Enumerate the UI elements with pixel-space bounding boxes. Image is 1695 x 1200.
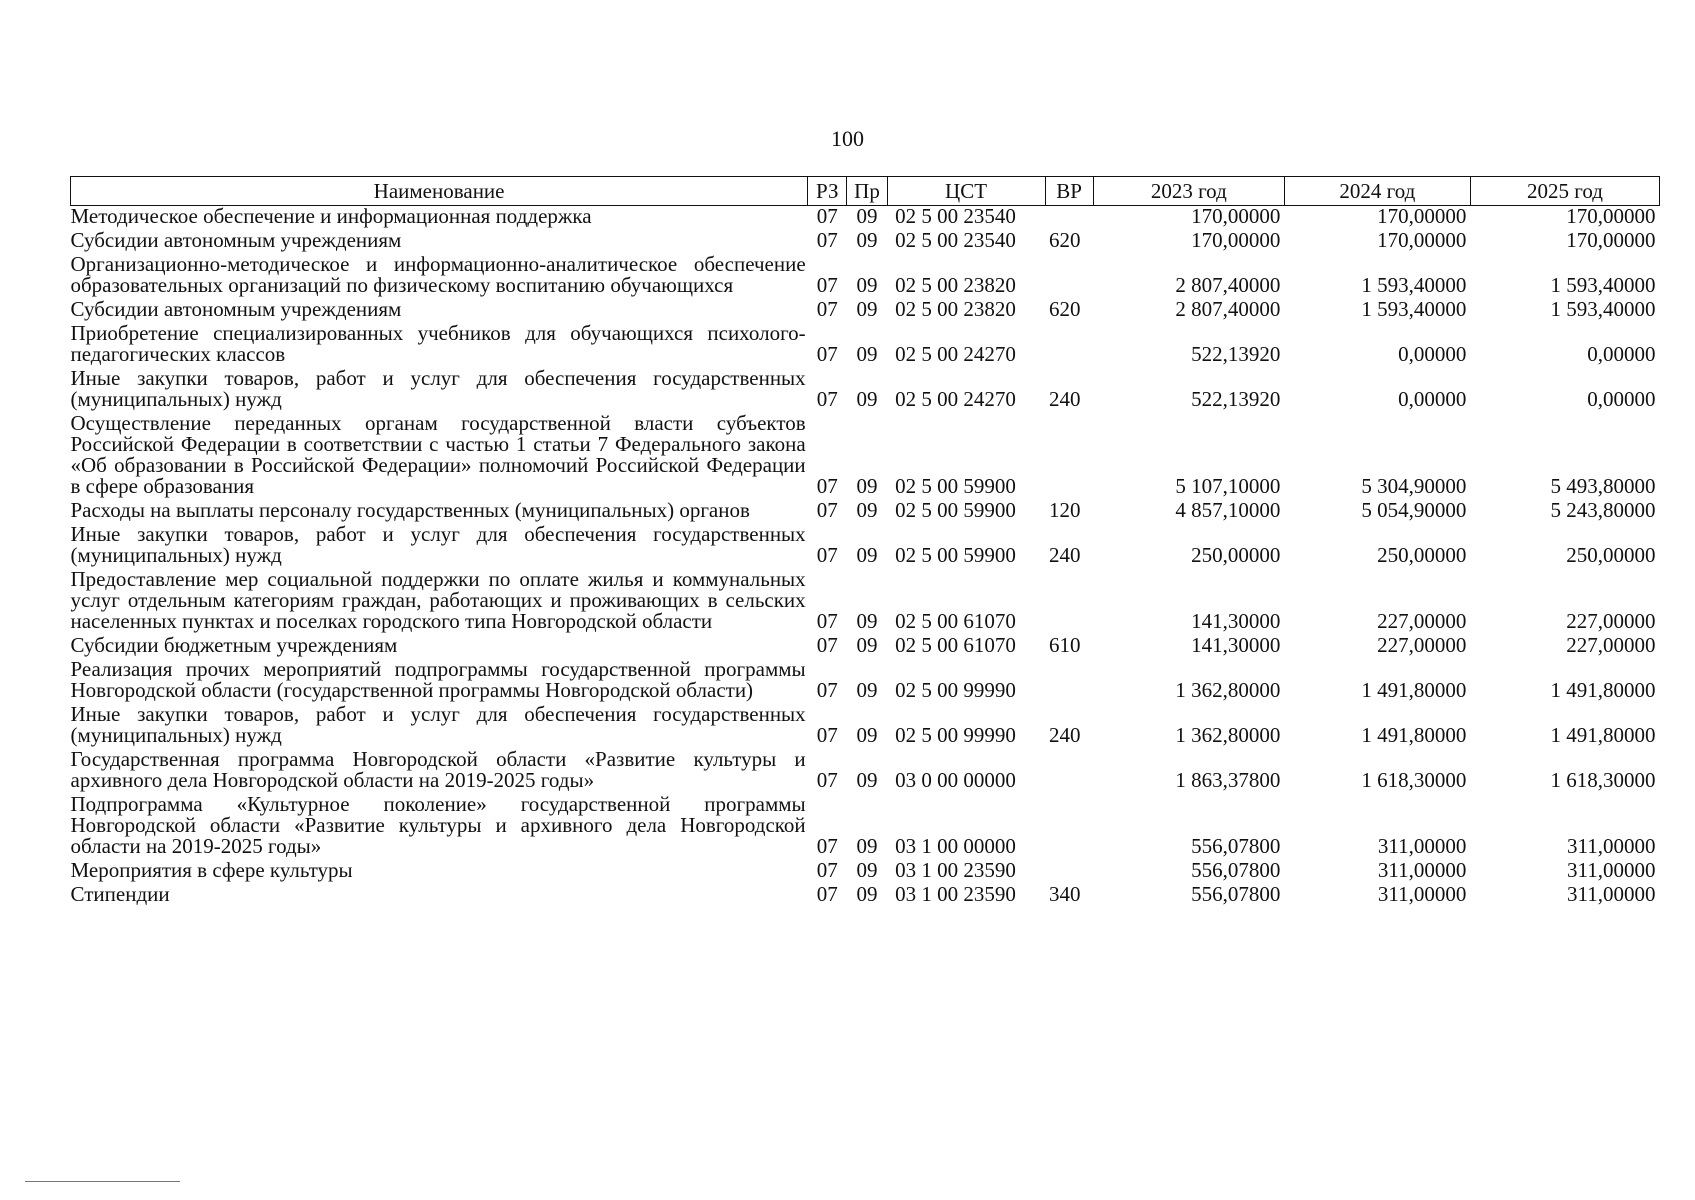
table-row — [71, 659, 1660, 704]
table-row — [71, 254, 1660, 299]
cell-vr: 620 — [1049, 228, 1081, 252]
cell-pr: 09 — [856, 768, 878, 792]
cell-2025: 1 593,40000 — [1550, 297, 1656, 321]
cell-2023: 1 362,80000 — [1175, 723, 1281, 747]
cell-rz: 07 — [816, 387, 838, 411]
cell-2023: 141,30000 — [1191, 633, 1281, 657]
cell-vr: 120 — [1049, 498, 1081, 522]
table-row — [71, 524, 1660, 569]
table-row — [71, 635, 1660, 659]
cell-name: Осуществление переданных органам государственной власти субъектов Российской Федерации в соответствии с частью 1 статьи 7 Федерального закона «Об образовании в Российской Федерации» полномочий Российской Федерации в сфере образования — [70, 411, 806, 498]
cell-cst: 03 0 00 00000 — [895, 768, 1016, 792]
cell-cst: 03 1 00 00000 — [895, 834, 1016, 858]
header-2025: 2025 год — [1470, 177, 1659, 206]
cell-2024: 1 593,40000 — [1361, 297, 1467, 321]
table-row — [71, 704, 1660, 749]
cell-vr: 340 — [1049, 882, 1081, 906]
cell-2024: 250,00000 — [1377, 543, 1467, 567]
cell-cst: 02 5 00 59900 — [895, 498, 1016, 522]
cell-cst: 02 5 00 99990 — [895, 723, 1016, 747]
cell-2024: 311,00000 — [1377, 858, 1467, 882]
cell-cst: 02 5 00 23540 — [895, 204, 1016, 228]
cell-pr: 09 — [856, 273, 878, 297]
cell-name: Подпрограмма «Культурное поколение» государственной программы Новгородской области «Развитие культуры и архивного дела Новгородской области на 2019-2025 годы» — [70, 792, 806, 858]
cell-2024: 0,00000 — [1398, 342, 1467, 366]
cell-2023: 170,00000 — [1191, 228, 1281, 252]
cell-2025: 311,00000 — [1567, 882, 1656, 906]
table-row — [71, 230, 1660, 254]
cell-vr — [1045, 323, 1093, 368]
header-2024: 2024 год — [1284, 177, 1470, 206]
cell-pr: 09 — [856, 723, 878, 747]
cell-name: Иные закупки товаров, работ и услуг для обеспечения государственных (муниципальных) нужд — [70, 702, 806, 747]
cell-pr: 09 — [856, 342, 878, 366]
table-header — [71, 177, 1660, 206]
cell-2025: 1 618,30000 — [1550, 768, 1656, 792]
cell-vr: 240 — [1049, 723, 1081, 747]
cell-2023: 2 807,40000 — [1175, 297, 1281, 321]
cell-vr: 620 — [1049, 297, 1081, 321]
cell-name: Иные закупки товаров, работ и услуг для обеспечения государственных (муниципальных) нужд — [70, 522, 806, 567]
cell-vr: 610 — [1049, 633, 1081, 657]
cell-2023: 1 863,37800 — [1175, 768, 1281, 792]
cell-2025: 170,00000 — [1566, 228, 1656, 252]
cell-2025: 227,00000 — [1566, 609, 1656, 633]
cell-name: Иные закупки товаров, работ и услуг для обеспечения государственных (муниципальных) нужд — [70, 366, 806, 411]
cell-cst: 02 5 00 23820 — [895, 297, 1016, 321]
table-row — [71, 323, 1660, 368]
table-row — [71, 299, 1660, 323]
cell-name: Субсидии бюджетным учреждениям — [70, 633, 398, 657]
cell-2024: 1 491,80000 — [1361, 723, 1467, 747]
table-row — [71, 206, 1660, 231]
cell-2025: 170,00000 — [1566, 204, 1656, 228]
cell-name: Расходы на выплаты персоналу государственных (муниципальных) органов — [70, 498, 750, 522]
cell-2023: 1 362,80000 — [1175, 678, 1281, 702]
cell-2025: 311,00000 — [1567, 858, 1656, 882]
cell-pr: 09 — [856, 858, 878, 882]
cell-vr — [1045, 254, 1093, 299]
cell-2024: 311,00000 — [1377, 834, 1467, 858]
cell-2024: 1 618,30000 — [1361, 768, 1467, 792]
cell-vr: 240 — [1049, 543, 1081, 567]
cell-cst: 03 1 00 23590 — [895, 858, 1016, 882]
cell-cst: 03 1 00 23590 — [895, 882, 1016, 906]
cell-rz: 07 — [816, 342, 838, 366]
cell-vr — [1045, 413, 1093, 500]
cell-rz: 07 — [816, 498, 838, 522]
table-row — [71, 413, 1660, 500]
cell-cst: 02 5 00 59900 — [895, 543, 1016, 567]
cell-name: Организационно-методическое и информационно-аналитическое обеспечение образовательных организаций по физическому воспитанию обучающихся — [70, 252, 806, 297]
cell-pr: 09 — [856, 834, 878, 858]
cell-rz: 07 — [816, 543, 838, 567]
cell-2023: 4 857,10000 — [1175, 498, 1281, 522]
cell-pr: 09 — [856, 498, 878, 522]
table-row — [71, 884, 1660, 908]
cell-name: Предоставление мер социальной поддержки по оплате жилья и коммунальных услуг отдельным категориям граждан, работающих и проживающих в сельских населенных пунктах и поселках городского типа Новгородской области — [70, 567, 806, 633]
header-vr: ВР — [1045, 177, 1093, 206]
cell-rz: 07 — [816, 204, 838, 228]
cell-vr — [1045, 206, 1093, 231]
table-row — [71, 749, 1660, 794]
cell-2024: 5 304,90000 — [1361, 474, 1467, 498]
header-pr: Пр — [847, 177, 887, 206]
cell-pr: 09 — [856, 882, 878, 906]
cell-2025: 0,00000 — [1587, 342, 1656, 366]
table-row — [71, 569, 1660, 635]
cell-2025: 5 243,80000 — [1550, 498, 1656, 522]
cell-2024: 5 054,90000 — [1361, 498, 1467, 522]
cell-rz: 07 — [816, 474, 838, 498]
cell-2023: 2 807,40000 — [1175, 273, 1281, 297]
cell-2024: 227,00000 — [1377, 633, 1467, 657]
cell-2024: 311,00000 — [1377, 882, 1467, 906]
cell-pr: 09 — [856, 387, 878, 411]
cell-2023: 556,07800 — [1191, 834, 1281, 858]
header-rz: РЗ — [808, 177, 847, 206]
page-number: 100 — [831, 126, 864, 151]
cell-2024: 170,00000 — [1377, 204, 1467, 228]
cell-2023: 170,00000 — [1191, 204, 1281, 228]
budget-table — [70, 176, 1660, 908]
cell-vr — [1045, 569, 1093, 635]
cell-cst: 02 5 00 59900 — [895, 474, 1016, 498]
cell-name: Приобретение специализированных учебников для обучающихся психолого-педагогических классов — [70, 321, 806, 366]
cell-pr: 09 — [856, 678, 878, 702]
cell-rz: 07 — [816, 633, 838, 657]
cell-name: Субсидии автономным учреждениям — [70, 297, 402, 321]
cell-2023: 5 107,10000 — [1175, 474, 1281, 498]
table-row — [71, 794, 1660, 860]
cell-vr: 240 — [1049, 387, 1081, 411]
cell-cst: 02 5 00 99990 — [895, 678, 1016, 702]
cell-name: Стипендии — [70, 882, 170, 906]
cell-2024: 227,00000 — [1377, 609, 1467, 633]
cell-2024: 0,00000 — [1398, 387, 1467, 411]
cell-rz: 07 — [816, 834, 838, 858]
cell-rz: 07 — [816, 882, 838, 906]
cell-2025: 1 593,40000 — [1550, 273, 1656, 297]
cell-name: Государственная программа Новгородской области «Развитие культуры и архивного дела Новгородской области на 2019-2025 годы» — [70, 747, 806, 792]
cell-pr: 09 — [856, 297, 878, 321]
table-row — [71, 368, 1660, 413]
cell-cst: 02 5 00 61070 — [895, 609, 1016, 633]
cell-name: Реализация прочих мероприятий подпрограммы государственной программы Новгородской области (государственной программы Новгородской области) — [70, 657, 806, 702]
cell-2025: 311,00000 — [1567, 834, 1656, 858]
cell-vr — [1045, 749, 1093, 794]
cell-vr — [1045, 659, 1093, 704]
cell-2024: 1 491,80000 — [1361, 678, 1467, 702]
cell-2023: 250,00000 — [1191, 543, 1281, 567]
cell-rz: 07 — [816, 723, 838, 747]
cell-2023: 522,13920 — [1191, 342, 1281, 366]
table-body — [71, 206, 1660, 909]
footer-rule — [25, 1181, 180, 1182]
cell-name: Мероприятия в сфере культуры — [70, 858, 353, 882]
header-2023: 2023 год — [1093, 177, 1284, 206]
cell-2025: 5 493,80000 — [1550, 474, 1656, 498]
cell-rz: 07 — [816, 273, 838, 297]
cell-rz: 07 — [816, 858, 838, 882]
cell-name: Методическое обеспечение и информационная поддержка — [70, 204, 592, 228]
cell-pr: 09 — [856, 228, 878, 252]
header-name: Наименование — [71, 177, 808, 206]
cell-2023: 522,13920 — [1191, 387, 1281, 411]
cell-vr — [1045, 860, 1093, 884]
cell-2023: 556,07800 — [1191, 858, 1281, 882]
cell-pr: 09 — [856, 609, 878, 633]
cell-2024: 170,00000 — [1377, 228, 1467, 252]
cell-2025: 0,00000 — [1587, 387, 1656, 411]
cell-pr: 09 — [856, 474, 878, 498]
cell-2025: 227,00000 — [1566, 633, 1656, 657]
cell-pr: 09 — [856, 633, 878, 657]
cell-cst: 02 5 00 23540 — [895, 228, 1016, 252]
cell-pr: 09 — [856, 543, 878, 567]
cell-2025: 1 491,80000 — [1550, 678, 1656, 702]
cell-name: Субсидии автономным учреждениям — [70, 228, 402, 252]
cell-cst: 02 5 00 24270 — [895, 387, 1016, 411]
cell-2024: 1 593,40000 — [1361, 273, 1467, 297]
cell-2025: 250,00000 — [1566, 543, 1656, 567]
table-row — [71, 860, 1660, 884]
cell-rz: 07 — [816, 297, 838, 321]
cell-cst: 02 5 00 23820 — [895, 273, 1016, 297]
cell-2023: 141,30000 — [1191, 609, 1281, 633]
cell-pr: 09 — [856, 204, 878, 228]
cell-cst: 02 5 00 61070 — [895, 633, 1016, 657]
cell-rz: 07 — [816, 609, 838, 633]
cell-rz: 07 — [816, 228, 838, 252]
cell-rz: 07 — [816, 678, 838, 702]
cell-cst: 02 5 00 24270 — [895, 342, 1016, 366]
table-row — [71, 500, 1660, 524]
cell-rz: 07 — [816, 768, 838, 792]
header-cst: ЦСТ — [887, 177, 1045, 206]
cell-vr — [1045, 794, 1093, 860]
cell-2025: 1 491,80000 — [1550, 723, 1656, 747]
cell-2023: 556,07800 — [1191, 882, 1281, 906]
